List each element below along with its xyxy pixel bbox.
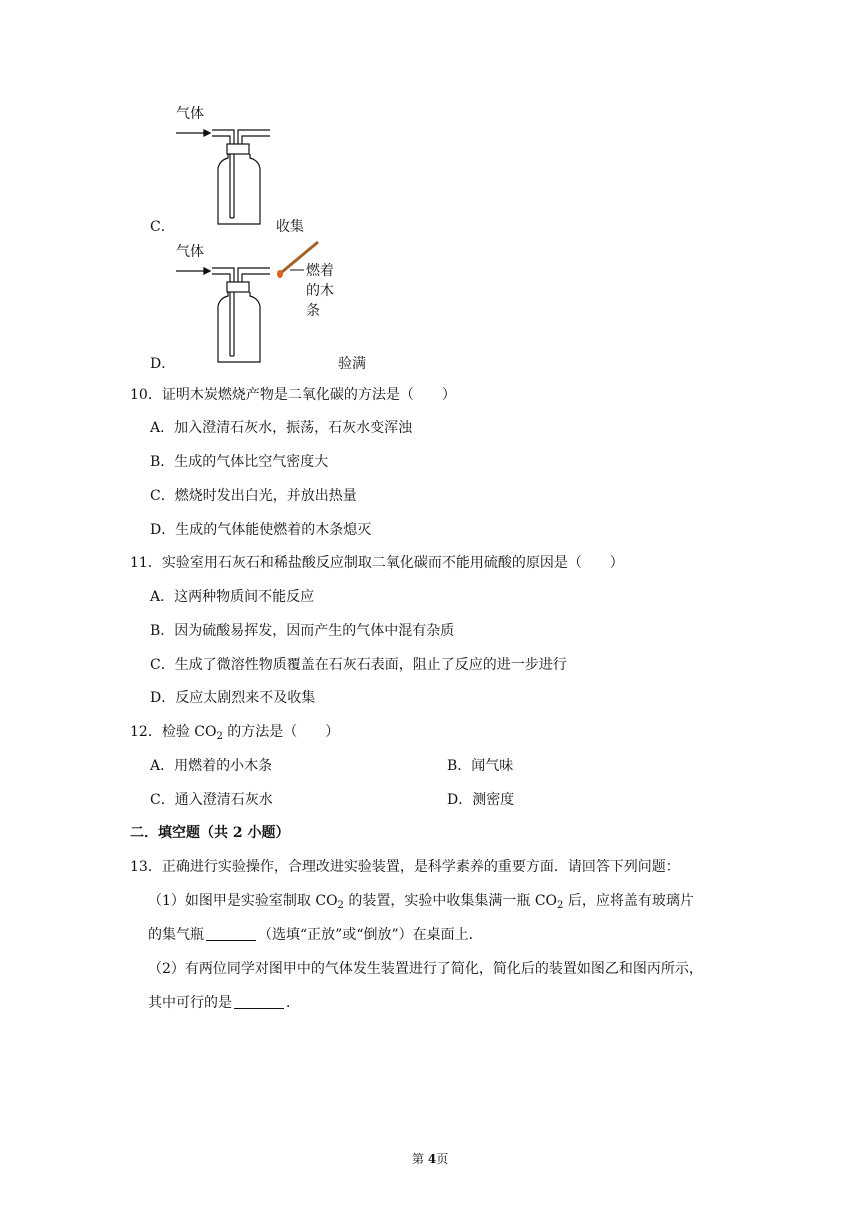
section-title: 二．填空题（共 2 小题） <box>130 825 290 841</box>
figure-c-gas-label: 气体 <box>176 106 204 122</box>
stick-label-3: 条 <box>306 303 320 319</box>
figure-c-caption: 收集 <box>276 219 304 235</box>
answer-blank-1[interactable] <box>206 926 256 941</box>
q12-option-a: A．用燃着的小木条 <box>150 758 273 774</box>
figure-d-caption: 验满 <box>338 356 366 372</box>
stick-label-2: 的木 <box>306 283 334 299</box>
q12-option-d: D．测密度 <box>447 792 515 808</box>
q11-option-c: C．生成了微溶性物质覆盖在石灰石表面，阻止了反应的进一步进行 <box>150 657 567 673</box>
figure-c-option: C． <box>150 219 175 235</box>
stick-label-1: 燃着 <box>306 263 334 279</box>
q12-stem: 12．检验 $CO_2$ 的方法是（ ） <box>130 724 340 742</box>
q12-option-b: B．闻气味 <box>447 758 514 774</box>
arrow-icon <box>176 268 210 274</box>
q10-option-c: C．燃烧时发出白光，并放出热量 <box>150 488 357 504</box>
q13-stem: 13．正确进行实验操作，合理改进实验装置，是科学素养的重要方面．请回答下列问题： <box>130 859 680 875</box>
q12-option-c: C．通入澄清石灰水 <box>150 792 273 808</box>
q11-option-d: D．反应太剧烈来不及收集 <box>150 690 316 706</box>
q10-option-b: B．生成的气体比空气密度大 <box>150 454 329 470</box>
q10-stem: 10．证明木炭燃烧产物是二氧化碳的方法是（ ） <box>130 387 456 403</box>
q13-part1-line1: （1）如图甲是实验室制取 $CO_2$ 的装置，实验中收集集满一瓶 $CO_2$ 后，应将盖有玻璃片 <box>148 893 694 911</box>
page-number: 第 4页 <box>412 1152 449 1166</box>
q11-stem: 11．实验室用石灰石和稀盐酸反应制取二氧化碳而不能用硫酸的原因是（ ） <box>130 555 624 571</box>
q11-option-b: B．因为硫酸易挥发，因而产生的气体中混有杂质 <box>150 623 455 639</box>
q13-part2-line1: （2）有两位同学对图甲中的气体发生装置进行了简化，简化后的装置如图乙和图丙所示， <box>148 961 703 977</box>
figure-d-option: D． <box>150 356 176 372</box>
figure-c-collection <box>170 100 300 230</box>
arrow-icon <box>176 130 210 136</box>
q10-option-d: D．生成的气体能使燃着的木条熄灭 <box>150 522 372 538</box>
figure-d-gas-label: 气体 <box>176 244 204 260</box>
q13-part1-line2: 的集气瓶 （选填“正放”或“倒放”）在桌面上． <box>148 927 483 943</box>
q11-option-a: A．这两种物质间不能反应 <box>150 589 315 605</box>
answer-blank-2[interactable] <box>234 994 284 1009</box>
figure-d-check-full <box>170 238 370 368</box>
q13-part2-line2: 其中可行的是 ． <box>148 995 300 1011</box>
q10-option-a: A．加入澄清石灰水，振荡，石灰水变浑浊 <box>150 420 413 436</box>
